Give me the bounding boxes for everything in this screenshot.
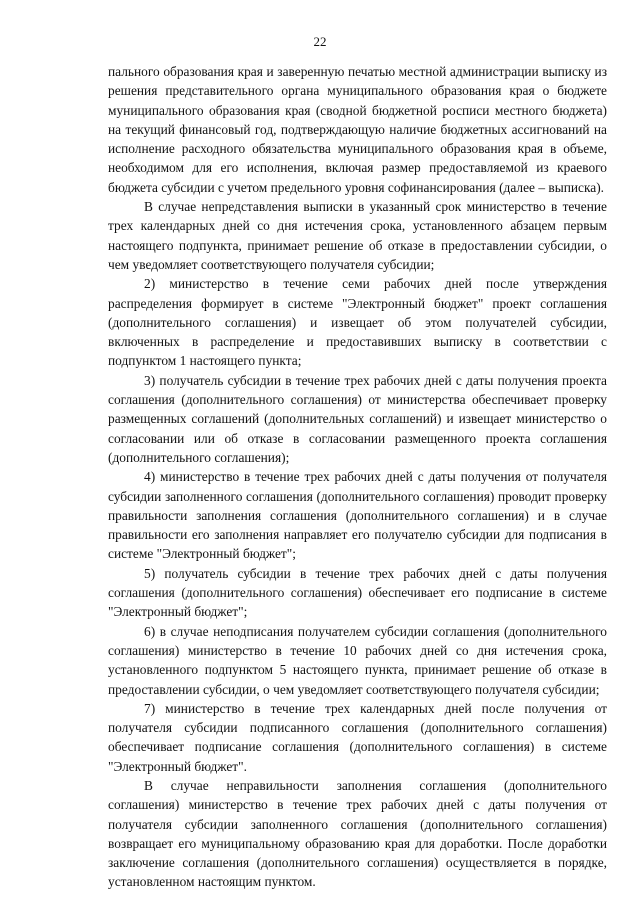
paragraph-item-7: 7) министерство в течение трех календарных дней после получения от получателя субсидии подписанного соглашения (дополнительного соглашения) обеспечивает подписание соглашения (дополнительного соглашения) в системе "Электронный бюджет".: [108, 700, 607, 774]
paragraph-item-6: 6) в случае неподписания получателем субсидии соглашения (дополнительного соглашения) министерство в течение 10 рабочих дней со дня истечения срока, установленного подпунктом 5 настоящего пункта, принимает решение об отказе в предоставлении субсидии, о чем уведомляет соответствующего получателя субсидии;: [108, 623, 607, 697]
paragraph-item-4: 4) министерство в течение трех рабочих дней с даты получения от получателя субсидии заполненного соглашения (дополнительного соглашения) проводит проверку правильности заполнения соглашения (дополнительного соглашения) и в случае правильности его заполнения направляет его получателю субсидии для подписания в системе "Электронный бюджет";: [108, 469, 607, 562]
paragraph-item-3: 3) получатель субсидии в течение трех рабочих дней с даты получения проекта соглашения (дополнительного соглашения) от министерства обеспечивает проверку размещенных соглашений (дополнительных соглашений) и извещает министерство о согласовании или об отказе в согласовании размещенного проекта соглашения (дополнительного соглашения);: [108, 372, 607, 465]
document-body: [108, 62, 607, 892]
page-number: 22: [313, 34, 327, 49]
paragraph-refusal-no-extract: В случае непредставления выписки в указанный срок министерство в течение трех календарных дней со дня истечения срока, установленного абзацем первым настоящего подпункта, принимает решение об отказе в предоставлении субсидии, о чем уведомляет соответствующего получателя субсидии;: [108, 199, 607, 272]
paragraph-incorrect-filling: В случае неправильности заполнения соглашения (дополнительного соглашения) министерство в течение трех рабочих дней с даты получения от получателя субсидии заполненного соглашения (дополнительного соглашения) возвращает его муниципальному образованию края для доработки. После доработки заключение соглашения (дополнительного соглашения) осуществляется в порядке, установленном настоящим пунктом.: [108, 777, 607, 890]
paragraph-item-5: 5) получатель субсидии в течение трех рабочих дней с даты получения соглашения (дополнительного соглашения) обеспечивает его подписание в системе "Электронный бюджет";: [108, 565, 607, 620]
paragraph-item-2: 2) министерство в течение семи рабочих дней после утверждения распределения формирует в системе "Электронный бюджет" проект соглашения (дополнительного соглашения) и извещает об этом получателей субсидии, включенных в распределение и предоставивших выписку в соответствии с подпунктом 1 настоящего пункта;: [108, 276, 607, 369]
paragraph-continuation: пального образования края и заверенную печатью местной администрации выписку из решения представительного органа муниципального образования края о бюджете муниципального образования края (сводной бюджетной росписи местного бюджета) на текущий финансовый год, подтверждающую наличие бюджетных ассигнований на исполнение расходного обязательства муниципального образования края в объеме, необходимом для его исполнения, включая размер предоставляемой из краевого бюджета субсидии с учетом предельного уровня софинансирования (далее – выписка).: [108, 64, 607, 195]
